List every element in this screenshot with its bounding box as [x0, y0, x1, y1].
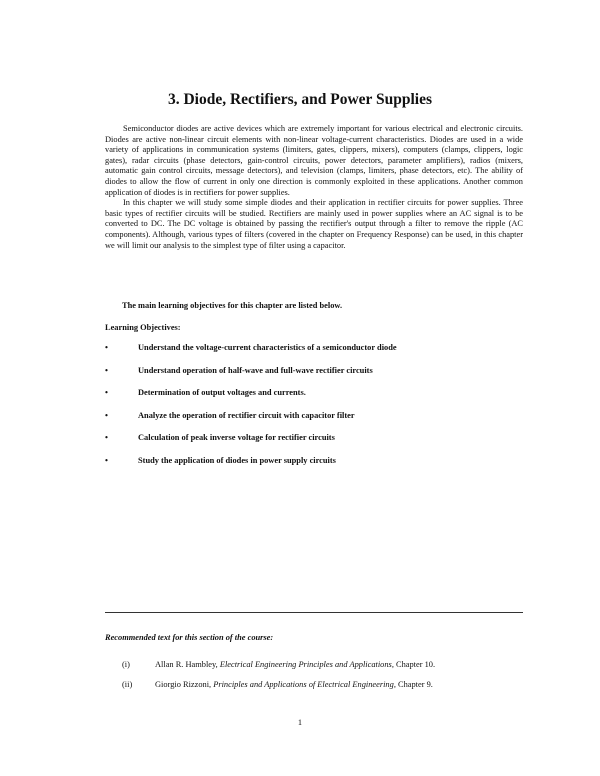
objective-text: Understand the voltage-current characteristics of a semiconductor diode	[138, 343, 397, 352]
reference-author: Giorgio Rizzoni,	[155, 680, 214, 689]
reference-chapter: , Chapter 9.	[393, 680, 433, 689]
reference-title: Electrical Engineering Principles and Applications	[219, 660, 392, 669]
list-item	[105, 456, 525, 479]
body-text	[105, 124, 523, 251]
reference-number: (ii)	[122, 680, 133, 689]
bullet-icon: •	[105, 343, 108, 352]
objective-text: Calculation of peak inverse voltage for rectifier circuits	[138, 433, 335, 443]
objective-text: Determination of output voltages and currents.	[138, 388, 306, 398]
list-item	[105, 411, 525, 434]
list-item	[105, 366, 525, 389]
list-item	[122, 660, 522, 680]
bullet-icon: •	[105, 433, 108, 443]
reference-text	[155, 660, 435, 669]
list-item	[105, 343, 525, 366]
bullet-icon: •	[105, 455, 108, 465]
reference-author: Allan R. Hambley,	[155, 660, 220, 669]
page-number: 1	[297, 718, 303, 727]
objective-text: Analyze the operation of rectifier circuit with capacitor filter	[138, 410, 355, 420]
recommended-heading: Recommended text for this section of the course:	[105, 633, 274, 642]
reference-number: (i)	[122, 660, 130, 669]
section-divider	[105, 612, 523, 613]
objectives-intro: The main learning objectives for this chapter are listed below.	[122, 301, 343, 310]
paragraph: Semiconductor diodes are active devices which are extremely important for various electrical and electronic circuits. Diodes are active non-linear circuit elements with non-linear voltage-current characteristics. Diodes are used in a wide variety of applications in communication systems (limiters, gates, clippers, mixers), computers (clamps, clippers, logic gates), radar circuits (phase detectors, gain-control circuits, power detectors, parameter amplifiers), radios (mixers, automatic gain control circuits, message detectors), and television (clamps, limiters, phase detectors, etc). The ability of diodes to allow the flow of current in only one direction is commonly exploited in these applications. Another common application of diodes is in rectifiers for power supplies.	[105, 124, 523, 197]
list-item	[105, 388, 525, 411]
reference-chapter: , Chapter 10.	[391, 660, 436, 669]
reference-title: Principles and Applications of Electrical Engineering	[213, 680, 394, 689]
paragraph: In this chapter we will study some simple diodes and their application in rectifier circuits for power supplies. Three basic types of rectifier circuits will be studied. Rectifiers are mainly used in power supplies where an AC signal is to be converted to DC. The DC voltage is obtained by passing the rectifier's output through a filter to remove the ripple (AC components). Although, various types of filters (covered in the chapter on Frequency Response) can be used, in this chapter we will limit our analysis to the simplest type of filter using a capacitor.	[105, 198, 523, 250]
objective-text: Study the application of diodes in power supply circuits	[138, 455, 336, 465]
bullet-icon: •	[105, 410, 108, 420]
bullet-icon: •	[105, 388, 108, 398]
objectives-list	[105, 343, 525, 479]
reference-text	[155, 680, 433, 689]
list-item	[122, 680, 522, 700]
objectives-heading: Learning Objectives:	[105, 323, 181, 332]
objective-text: Understand operation of half-wave and full-wave rectifier circuits	[138, 365, 373, 375]
chapter-title: 3. Diode, Rectifiers, and Power Supplies	[167, 91, 433, 108]
references-list	[122, 660, 522, 700]
list-item	[105, 433, 525, 456]
bullet-icon: •	[105, 365, 108, 375]
